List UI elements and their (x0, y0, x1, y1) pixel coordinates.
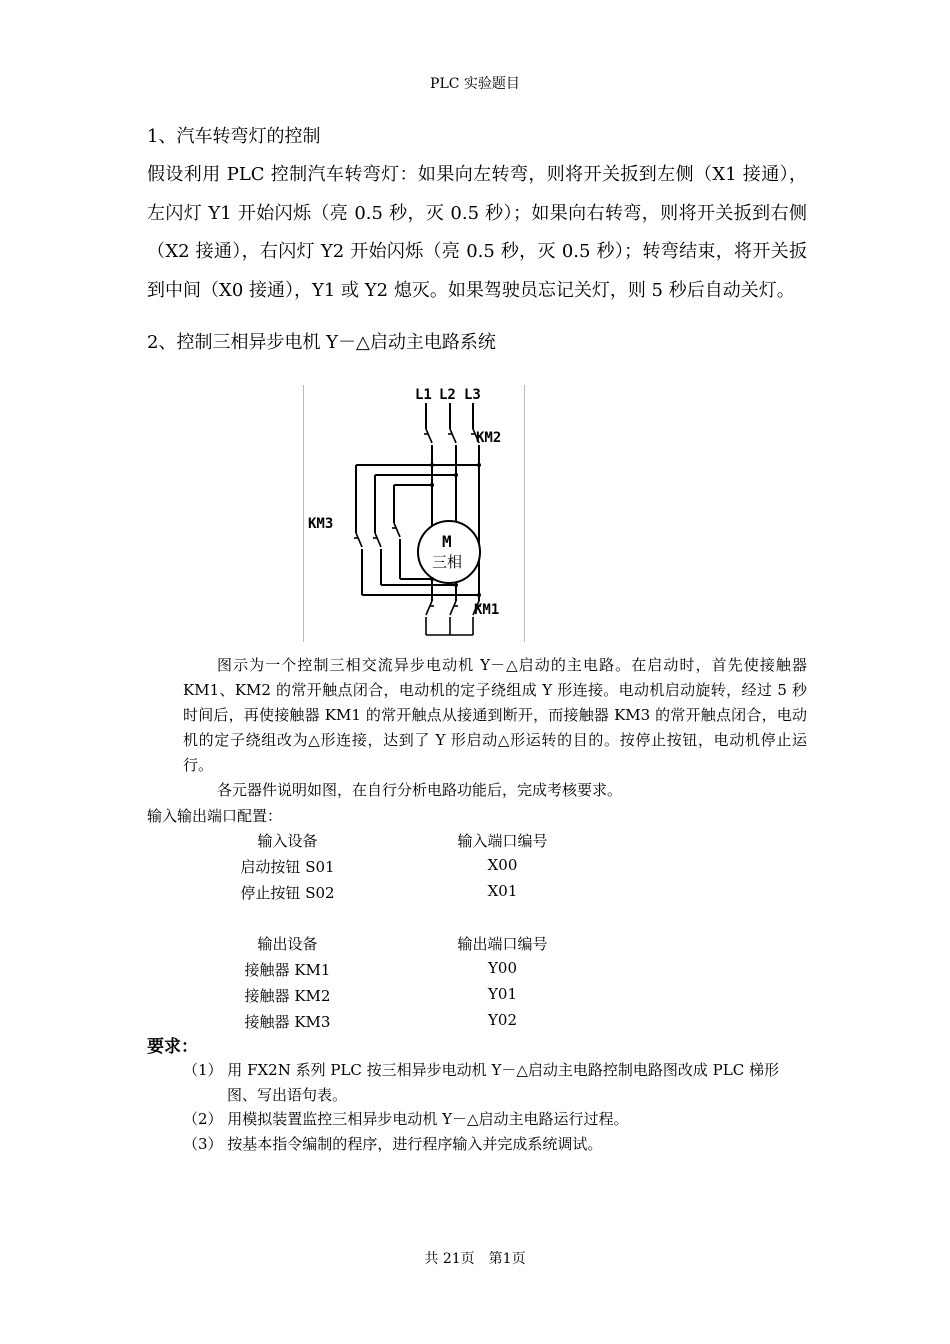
input-port-2: X01 (487, 882, 518, 900)
label-l2: L2 (439, 387, 456, 403)
requirements-title: 要求： (147, 1037, 198, 1057)
input-header-device: 输入设备 (257, 832, 318, 850)
km3-contacts (354, 523, 400, 547)
motor-sub: 三相 (432, 553, 463, 571)
circuit-diagram (303, 385, 525, 642)
requirements-list (183, 1058, 807, 1156)
label-km2: KM2 (476, 430, 502, 446)
input-port-1: X00 (487, 856, 518, 874)
label-km3: KM3 (308, 516, 334, 532)
input-header-port: 输入端口编号 (457, 832, 548, 850)
input-device-2: 停止按钮 S02 (240, 884, 335, 902)
output-header-port: 输出端口编号 (457, 935, 548, 953)
input-device-1: 启动按钮 S01 (240, 858, 335, 876)
desc-paragraph-2: 各元器件说明如图，在自行分析电路功能后，完成考核要求。 (217, 781, 623, 799)
motor-m: M (442, 532, 452, 551)
label-l3: L3 (464, 387, 481, 403)
label-km1: KM1 (474, 602, 500, 618)
requirement-2: （2） 用模拟装置监控三相异步电动机 Y－△启动主电路运行过程。 (183, 1110, 629, 1128)
output-header-device: 输出设备 (257, 935, 318, 953)
output-port-3: Y02 (488, 1011, 517, 1029)
output-device-1: 接触器 KM1 (244, 961, 331, 979)
io-config-label: 输入输出端口配置： (147, 807, 283, 825)
label-l1: L1 (415, 387, 432, 403)
diagram-description (183, 653, 807, 803)
output-device-3: 接触器 KM3 (244, 1013, 331, 1031)
page-footer: 共 21页 第1页 (424, 1251, 526, 1267)
supply-lines (426, 403, 473, 429)
requirement-1: （1） 用 FX2N 系列 PLC 按三相异步电动机 Y－△启动主电路控制电路图改成 PLC 梯形图、写出语句表。 (183, 1061, 779, 1104)
km1-contacts (426, 601, 481, 635)
km2-contacts (424, 429, 479, 443)
section1-title: 1、汽车转弯灯的控制 (147, 126, 321, 147)
section1-body: 假设利用 PLC 控制汽车转弯灯：如果向左转弯，则将开关扳到左侧（X1 接通），左闪灯 Y1 开始闪烁（亮 0.5 秒，灭 0.5 秒）；如果向右转弯，则将开关扳到右侧（X2 接通），右闪灯 Y2 开始闪烁（亮 0.5 秒，灭 0.5 秒）；转弯结束，将开关扳到中间（X0 接通），Y1 或 Y2 熄灭。如果驾驶员忘记关灯，则 5 秒后自动关灯。 (147, 164, 807, 301)
output-device-2: 接触器 KM2 (244, 987, 331, 1005)
desc-paragraph-1: 图示为一个控制三相交流异步电动机 Y－△启动的主电路。在启动时，首先使接触器 KM1、KM2 的常开触点闭合，电动机的定子绕组成 Y 形连接。电动机启动旋转，经过 5 秒时间后，再使接触器 KM1 的常开触点从接通到断开，而接触器 KM3 的常开触点闭合，电动机的定子绕组改为△形连接，达到了 Y 形启动△形运转的目的。按停止按钮，电动机停止运行。 (183, 656, 807, 774)
motor-symbol (418, 521, 480, 583)
requirement-3: （3） 按基本指令编制的程序，进行程序输入并完成系统调试。 (183, 1134, 603, 1153)
output-port-1: Y00 (488, 959, 517, 977)
page-header: PLC 实验题目 (430, 76, 520, 92)
section2-title: 2、控制三相异步电机 Y－△启动主电路系统 (147, 332, 496, 353)
output-port-2: Y01 (488, 985, 517, 1003)
